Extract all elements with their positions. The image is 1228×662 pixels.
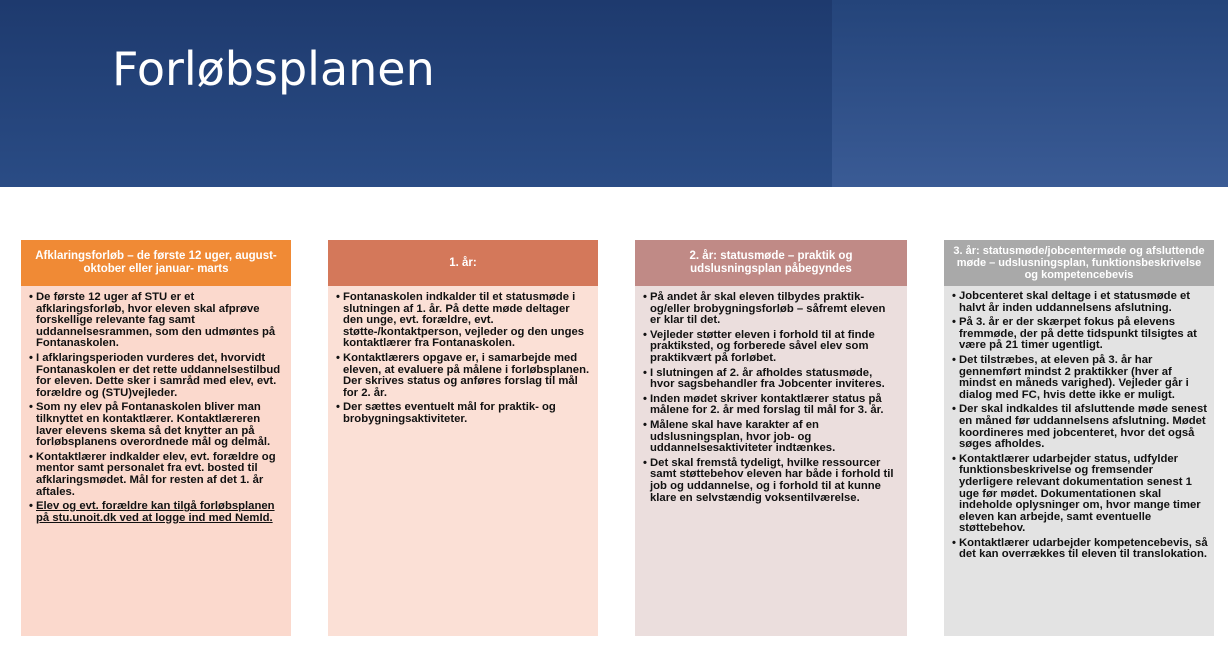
forloebsplan-link[interactable]: • Elev og evt. forældre kan tilgå forløbsplanen på stu.unoit.dk ved at logge ind med NemId. — [29, 501, 283, 524]
bullet-list — [336, 292, 590, 426]
list-item: • Som ny elev på Fontanaskolen bliver man tilknyttet en kontaktlærer. Kontaktlæreren laver elevens skema så det knytter an på forløbsplanens overordnede mål og delmål. — [29, 402, 283, 448]
bullet-list — [29, 292, 283, 524]
slide-title: Forløbsplanen — [112, 42, 435, 96]
bullet-list — [643, 292, 899, 504]
column-afklaringsforloeb — [21, 240, 291, 636]
list-item: • De første 12 uger af STU er et afklaringsforløb, hvor eleven skal afprøve forskellige relevante fag samt uddannelsesrammen, som den udmøntes på Fontanaskolen. — [29, 292, 283, 350]
column-header: Afklaringsforløb – de første 12 uger, august-oktober eller januar- marts — [21, 240, 291, 286]
column-aar-2 — [635, 240, 907, 636]
column-body — [328, 286, 598, 636]
list-item: • Det tilstræbes, at eleven på 3. år har gennemført mindst 2 praktikker (hver af mindst en måneds varighed). Vejleder går i dialog med FC, hvis dette ikke er muligt. — [952, 355, 1208, 401]
list-item: • Målene skal have karakter af en udslusningsplan, hvor job- og uddannelsesaktiviteter indtænkes. — [643, 420, 899, 455]
column-header: 3. år: statusmøde/jobcentermøde og afsluttende møde – udslusningsplan, funktionsbeskrivelse og kompetencebevis — [944, 240, 1214, 286]
column-header: 2. år: statusmøde – praktik og udslusningsplan påbegyndes — [635, 240, 907, 286]
list-item: • Det skal fremstå tydeligt, hvilke ressourcer samt støttebehov eleven har både i forhold til job og uddannelse, og i forhold til at kunne klare en selvstændig voksentilværelse. — [643, 458, 899, 504]
list-item: • Vejleder støtter eleven i forhold til at finde praktiksted, og forberede såvel elev som praktikvært på forløbet. — [643, 330, 899, 365]
column-body — [944, 286, 1214, 636]
column-body — [635, 286, 907, 636]
list-item: • Fontanaskolen indkalder til et statusmøde i slutningen af 1. år. På dette møde deltager den unge, evt. forældre, evt. støtte-/kontaktperson, vejleder og den unges kontaktlærer fra Fontanaskolen. — [336, 292, 590, 350]
column-aar-1 — [328, 240, 598, 636]
list-item: • I afklaringsperioden vurderes det, hvorvidt Fontanaskolen er det rette uddannelsestilbud for eleven. Dette sker i samråd med elev, evt. forældre og (STU)vejleder. — [29, 353, 283, 399]
list-item: • Der sættes eventuelt mål for praktik- og brobygningsaktiviteter. — [336, 402, 590, 425]
list-item: • Der skal indkaldes til afsluttende møde senest en måned før uddannelsens afslutning. Mødet koordineres med jobcenteret, hvor det også søges afholdes. — [952, 404, 1208, 450]
bullet-list — [952, 291, 1208, 561]
list-item: • Kontaktlærer udarbejder status, udfylder funktionsbeskrivelse og fremsender yderligere relevant dokumentation senest 1 uge før mødet. Dokumentationen skal indeholde oplysninger om, hvor mange timer eleven kan arbejde, samt eventuelle støttebehov. — [952, 454, 1208, 535]
column-aar-3 — [944, 240, 1214, 636]
title-banner-accent — [832, 0, 1228, 187]
list-item: • Kontaktlærers opgave er, i samarbejde med eleven, at evaluere på målene i forløbsplanen. Der skrives status og anføres forslag til mål for 2. år. — [336, 353, 590, 399]
list-item: • På andet år skal eleven tilbydes praktik- og/eller brobygningsforløb – såfremt eleven er klar til det. — [643, 292, 899, 327]
list-item: • I slutningen af 2. år afholdes statusmøde, hvor sagsbehandler fra Jobcenter inviteres. — [643, 368, 899, 391]
column-body — [21, 286, 291, 636]
list-item: • Kontaktlærer indkalder elev, evt. forældre og mentor samt personalet fra evt. bosted til afklaringsmødet. Mål for resten af det 1. år aftales. — [29, 452, 283, 498]
list-item: • Kontaktlærer udarbejder kompetencebevis, så det kan overrækkes til eleven til translokation. — [952, 538, 1208, 561]
list-item: • Jobcenteret skal deltage i et statusmøde et halvt år inden uddannelsens afslutning. — [952, 291, 1208, 314]
column-header: 1. år: — [328, 240, 598, 286]
list-item: • På 3. år er der skærpet fokus på elevens fremmøde, der på dette tidspunkt tilsigtes at være på 21 timer ugentligt. — [952, 317, 1208, 352]
list-item: • Inden mødet skriver kontaktlærer status på målene for 2. år med forslag til mål for 3. år. — [643, 394, 899, 417]
